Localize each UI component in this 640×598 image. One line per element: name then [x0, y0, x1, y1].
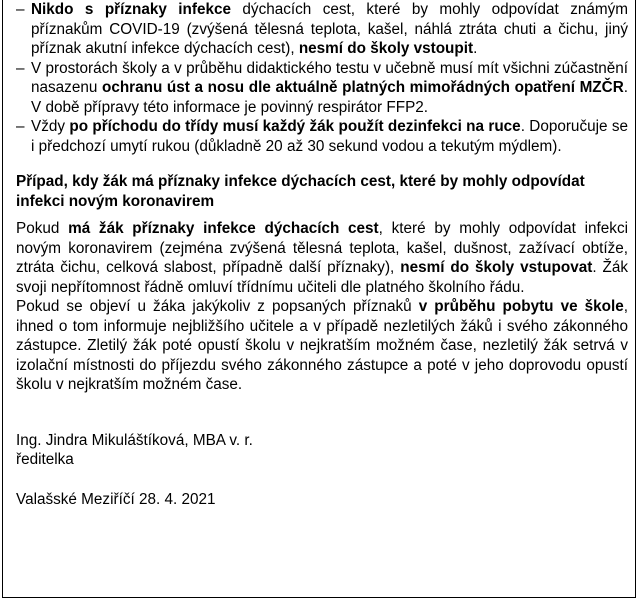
text: . Doporučuje se i předchozí umytí rukou (důkladně 20 až 30 sekund vodou a tekutým mýdlem). [31, 118, 628, 155]
rule-item [16, 59, 628, 118]
emphasis: po příchodu do třídy musí každý žák použít dezinfekci na ruce [69, 118, 521, 135]
emphasis: nesmí do školy vstoupit [298, 40, 474, 57]
signature-name: Ing. Jindra Mikuláštíková, MBA v. r. [16, 431, 253, 449]
text: , ihned o tom informuje nejbližšího učitele a v případě nezletilých žáků i svého zákonného zástupce. Zletilý žák poté opustí školu v nejkratším možném čase, nezletilý žák setrvá v izolační místnosti do příjezdu svého zákonného zástupce a poté v jeho doprovodu opustí školu v nejkratším možném čase. [16, 298, 629, 393]
document-body [16, 0, 628, 509]
emphasis: Nikdo s příznaky infekce [31, 1, 232, 18]
emphasis: ochranu úst a nosu dle aktuálně platných mimořádných opatření MZČR [101, 79, 624, 96]
text: Vždy [31, 118, 70, 135]
text: Pokud [16, 220, 69, 237]
paragraph [16, 297, 628, 395]
paragraph [16, 219, 628, 297]
signature-block [16, 431, 628, 470]
list-dash: – [16, 59, 25, 77]
rules-list [16, 0, 628, 156]
text: dýchacích cest, které by mohly odpovídat známým příznakům COVID-19 (zvýšená tělesná teplota, kašel, náhlá ztráta chuti a čichu, jiný příznak akutní infekce dýchacích cest), [31, 1, 629, 57]
list-dash: – [16, 118, 25, 135]
emphasis: má žák příznaky infekce dýchacích cest [68, 220, 379, 237]
emphasis: nesmí do školy vstupovat [400, 259, 593, 276]
rule-item [16, 117, 628, 156]
emphasis: v průběhu pobytu ve škole [418, 298, 624, 315]
signature-role: ředitelka [16, 451, 74, 468]
text: . Žák svoji nepřítomnost řádně omluví třídnímu učiteli dle platného školního řádu. [16, 259, 629, 296]
list-dash: – [16, 1, 25, 18]
text: . V době přípravy této informace je povinný respirátor FFP2. [31, 79, 628, 116]
text: Pokud se objeví u žáka jakýkoliv z popsaných příznaků [16, 298, 419, 315]
date-line: Valašské Meziříčí 28. 4. 2021 [16, 490, 216, 508]
rule-item [16, 0, 628, 59]
text: V prostorách školy a v průběhu didaktického testu v učebně musí mít všichni zúčastnění nasazenu [31, 59, 628, 96]
text: , které by mohly odpovídat infekci novým koronavirem (zejména zvýšená tělesná teplota, kašel, dušnost, zažívací obtíže, ztráta čichu, celková slabost, případně další příznaky), [16, 220, 628, 276]
section-heading: Případ, kdy žák má příznaky infekce dýchacích cest, které by mohly odpovídat infekci novým koronavirem [16, 173, 585, 210]
text: . [473, 40, 478, 57]
